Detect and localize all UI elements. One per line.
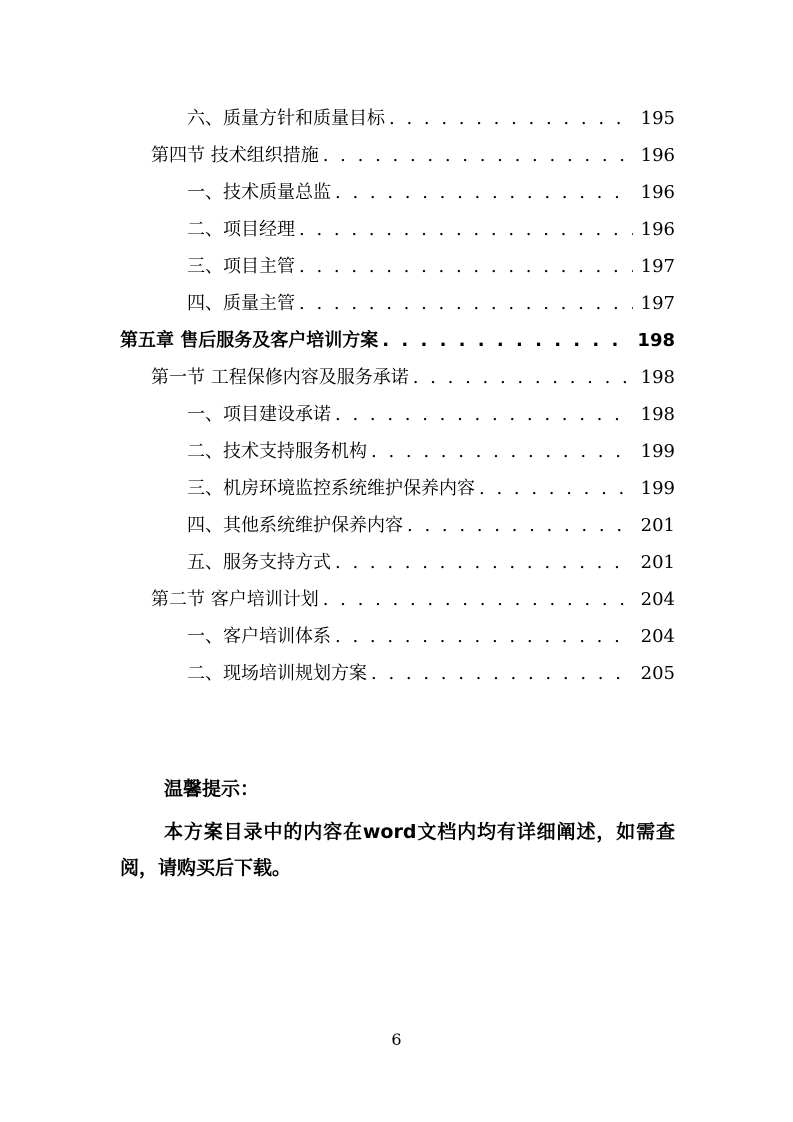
toc-leader-dots xyxy=(479,470,633,507)
toc-entry-title: 五、服务支持方式 xyxy=(187,552,331,573)
toc-leader-dots xyxy=(335,618,633,655)
toc-entry-page: 198 xyxy=(640,367,675,388)
toc-entry-page: 204 xyxy=(640,626,675,647)
toc-entry-title: 二、现场培训规划方案 xyxy=(187,663,367,684)
toc-entry-page: 199 xyxy=(640,441,675,462)
toc-leader-dots xyxy=(335,544,633,581)
toc-entry-title: 一、客户培训体系 xyxy=(187,626,331,647)
toc-leader-dots xyxy=(382,322,629,359)
toc-entry-page: 197 xyxy=(640,256,675,277)
toc-entry-title: 一、项目建设承诺 xyxy=(187,404,331,425)
toc-entry[interactable] xyxy=(0,618,793,655)
toc-leader-dots xyxy=(335,396,633,433)
toc-entry-title: 六、质量方针和质量目标 xyxy=(187,108,385,129)
toc-entry-title: 四、其他系统维护保养内容 xyxy=(187,515,403,536)
toc-entry-page: 195 xyxy=(640,108,675,129)
toc-leader-dots xyxy=(371,433,633,470)
toc-leader-dots xyxy=(323,137,633,174)
toc-entry-title: 第五章 售后服务及客户培训方案 xyxy=(120,330,379,351)
toc-entry[interactable] xyxy=(0,544,793,581)
toc-entry-page: 196 xyxy=(640,182,675,203)
toc-entry[interactable] xyxy=(0,100,793,137)
toc-entry[interactable] xyxy=(0,248,793,285)
toc-entry-page: 201 xyxy=(640,552,675,573)
toc-entry-title: 三、机房环境监控系统维护保养内容 xyxy=(187,478,475,499)
toc-entry-title: 第二节 客户培训计划 xyxy=(151,589,319,610)
toc-entry[interactable] xyxy=(0,137,793,174)
toc-entry-title: 二、项目经理 xyxy=(187,219,295,240)
toc-leader-dots xyxy=(407,507,633,544)
toc-entry-title: 三、项目主管 xyxy=(187,256,295,277)
toc-entry-page: 198 xyxy=(637,330,675,351)
toc-chapter-entry[interactable] xyxy=(0,322,793,359)
toc-leader-dots xyxy=(389,100,633,137)
toc-leader-dots xyxy=(299,248,633,285)
toc-entry[interactable] xyxy=(0,396,793,433)
footer-page-number: 6 xyxy=(391,1030,402,1049)
toc-leader-dots xyxy=(413,359,633,396)
toc-entry-page: 196 xyxy=(640,145,675,166)
toc-leader-dots xyxy=(371,655,633,692)
toc-entry[interactable] xyxy=(0,174,793,211)
toc-entry-page: 201 xyxy=(640,515,675,536)
toc-entry[interactable] xyxy=(0,285,793,322)
toc-entry[interactable] xyxy=(0,211,793,248)
toc-entry[interactable] xyxy=(0,359,793,396)
notice-title: 温馨提示： xyxy=(164,778,260,800)
toc-entry-title: 一、技术质量总监 xyxy=(187,182,331,203)
toc-entry[interactable] xyxy=(0,655,793,692)
toc-entry-page: 198 xyxy=(640,404,675,425)
toc-entry-title: 第一节 工程保修内容及服务承诺 xyxy=(151,367,409,388)
toc-leader-dots xyxy=(299,285,633,322)
notice-body: 本方案目录中的内容在word文档内均有详细阐述，如需查阅，请购买后下载。 xyxy=(120,821,675,879)
toc-entry-page: 197 xyxy=(640,293,675,314)
toc-entry-title: 二、技术支持服务机构 xyxy=(187,441,367,462)
toc-entry[interactable] xyxy=(0,581,793,618)
toc-leader-dots xyxy=(299,211,633,248)
toc-entry-page: 205 xyxy=(640,663,675,684)
toc-entry-page: 204 xyxy=(640,589,675,610)
toc-leader-dots xyxy=(323,581,633,618)
toc-entry[interactable] xyxy=(0,507,793,544)
toc-entry-title: 四、质量主管 xyxy=(187,293,295,314)
toc-entry-page: 196 xyxy=(640,219,675,240)
toc-entry[interactable] xyxy=(0,433,793,470)
toc-entry-title: 第四节 技术组织措施 xyxy=(151,145,319,166)
toc-leader-dots xyxy=(335,174,633,211)
toc-entry[interactable] xyxy=(0,470,793,507)
toc-entry-page: 199 xyxy=(640,478,675,499)
